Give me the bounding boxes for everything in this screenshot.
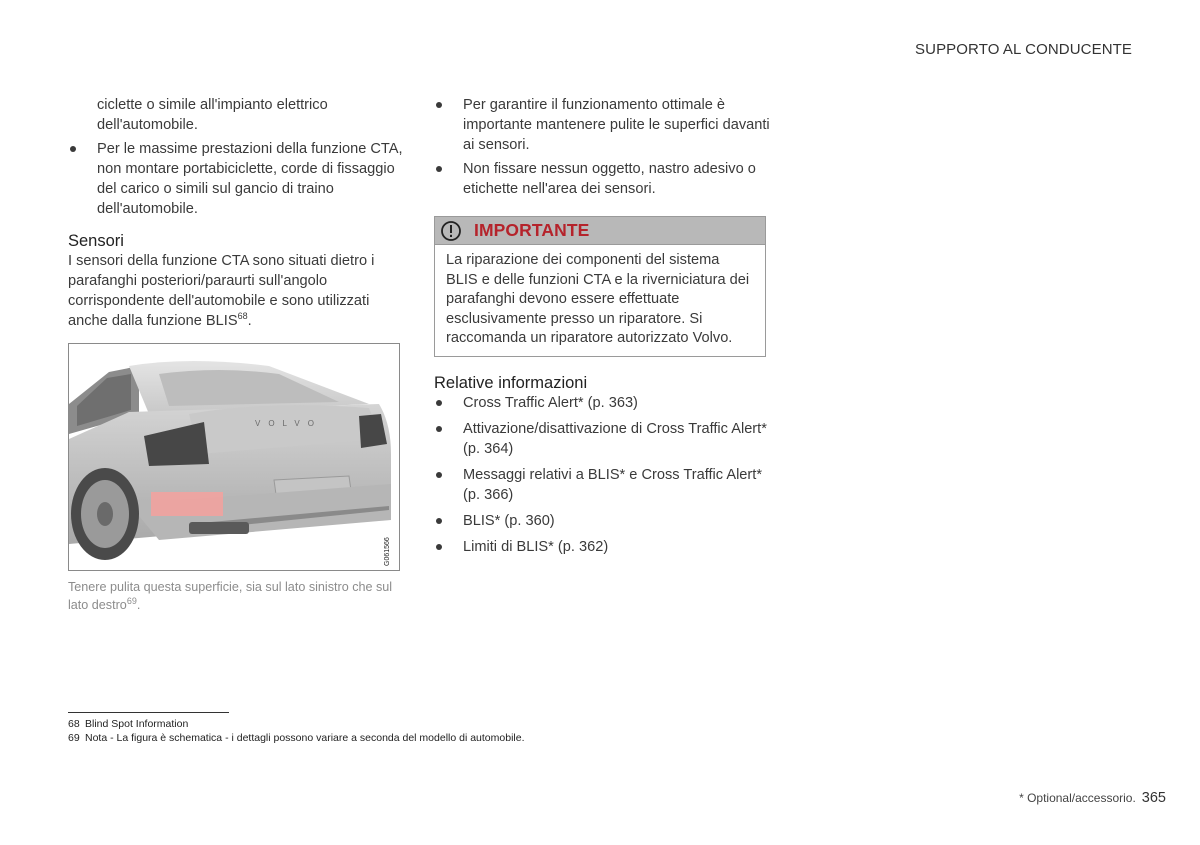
important-text: La riparazione dei componenti del sistema BLIS e delle funzioni CTA e la riverniciatura dei parafanghi devono essere effettuate esclusivamente presso un riparatore. Si raccomanda un riparatore autorizzato Volvo. [446,252,750,346]
footnote: 69 Nota - La figura è schematica - i dettagli possono variare a seconda del modello di automobile. [68,732,525,744]
car-rear-illustration [69,344,399,570]
related-link[interactable]: BLIS* (p. 360) [434,511,774,531]
figure-code: G061566 [384,537,391,566]
footnote: 68 Blind Spot Information [68,718,189,730]
footnote-divider [68,712,229,713]
related-link[interactable]: Cross Traffic Alert* (p. 363) [434,393,774,413]
related-link[interactable]: Limiti di BLIS* (p. 362) [434,537,774,557]
section-header: SUPPORTO AL CONDUCENTE [915,41,1132,58]
sensor-area-highlight [151,492,223,516]
right-bullet-list [434,95,774,199]
page-footer [1019,790,1166,806]
right-column-top [434,95,774,199]
footnote-ref-68[interactable]: 68 [237,311,248,322]
related-heading: Relative informazioni [434,374,588,392]
related-link[interactable]: Attivazione/disattivazione di Cross Traffic Alert* (p. 364) [434,419,774,459]
important-header [435,217,765,245]
important-title: IMPORTANTE [474,220,590,240]
page-number: 365 [1141,790,1166,806]
left-column [68,95,403,331]
left-bullet-list [68,139,403,219]
exclamation-icon [440,220,462,242]
sensors-text: I sensori della funzione CTA sono situati dietro i parafanghi posteriori/paraurti sull'angolo corrispondente dell'automobile e sono utilizzati anche dalla funzione BLIS [68,253,375,329]
volvo-badge: VOLVO [255,419,322,428]
related-links-list [434,393,774,557]
continued-text: ciclette o simile all'impianto elettrico dell'automobile. [97,97,328,133]
list-item: Per garantire il funzionamento ottimale è importante mantenere pulite le superfici davanti ai sensori. [434,95,774,155]
figure-caption: Tenere pulita questa superficie, sia sul lato sinistro che sul lato destro$^{69}$. [68,580,393,612]
sensors-heading: Sensori [68,232,124,250]
list-item: Non fissare nessun oggetto, nastro adesivo o etichette nell'area dei sensori. [434,159,774,199]
list-item: Per le massime prestazioni della funzione CTA, non montare portabiciclette, corde di fissaggio del carico o simili sul gancio di traino dell'automobile. [68,139,403,219]
important-notice [434,216,766,357]
car-rear-figure [68,343,400,571]
related-info [434,373,774,557]
sensors-paragraph: I sensori della funzione CTA sono situati dietro i parafanghi posteriori/paraurti sull'angolo corrispondente dell'automobile e sono utilizzati anche dalla funzione BLIS$^{68}$. [68,253,375,329]
optional-note: * Optional/accessorio. [1019,791,1136,805]
footnote-ref-69[interactable]: 69 [126,595,137,606]
related-link[interactable]: Messaggi relativi a BLIS* e Cross Traffic Alert* (p. 366) [434,465,774,505]
